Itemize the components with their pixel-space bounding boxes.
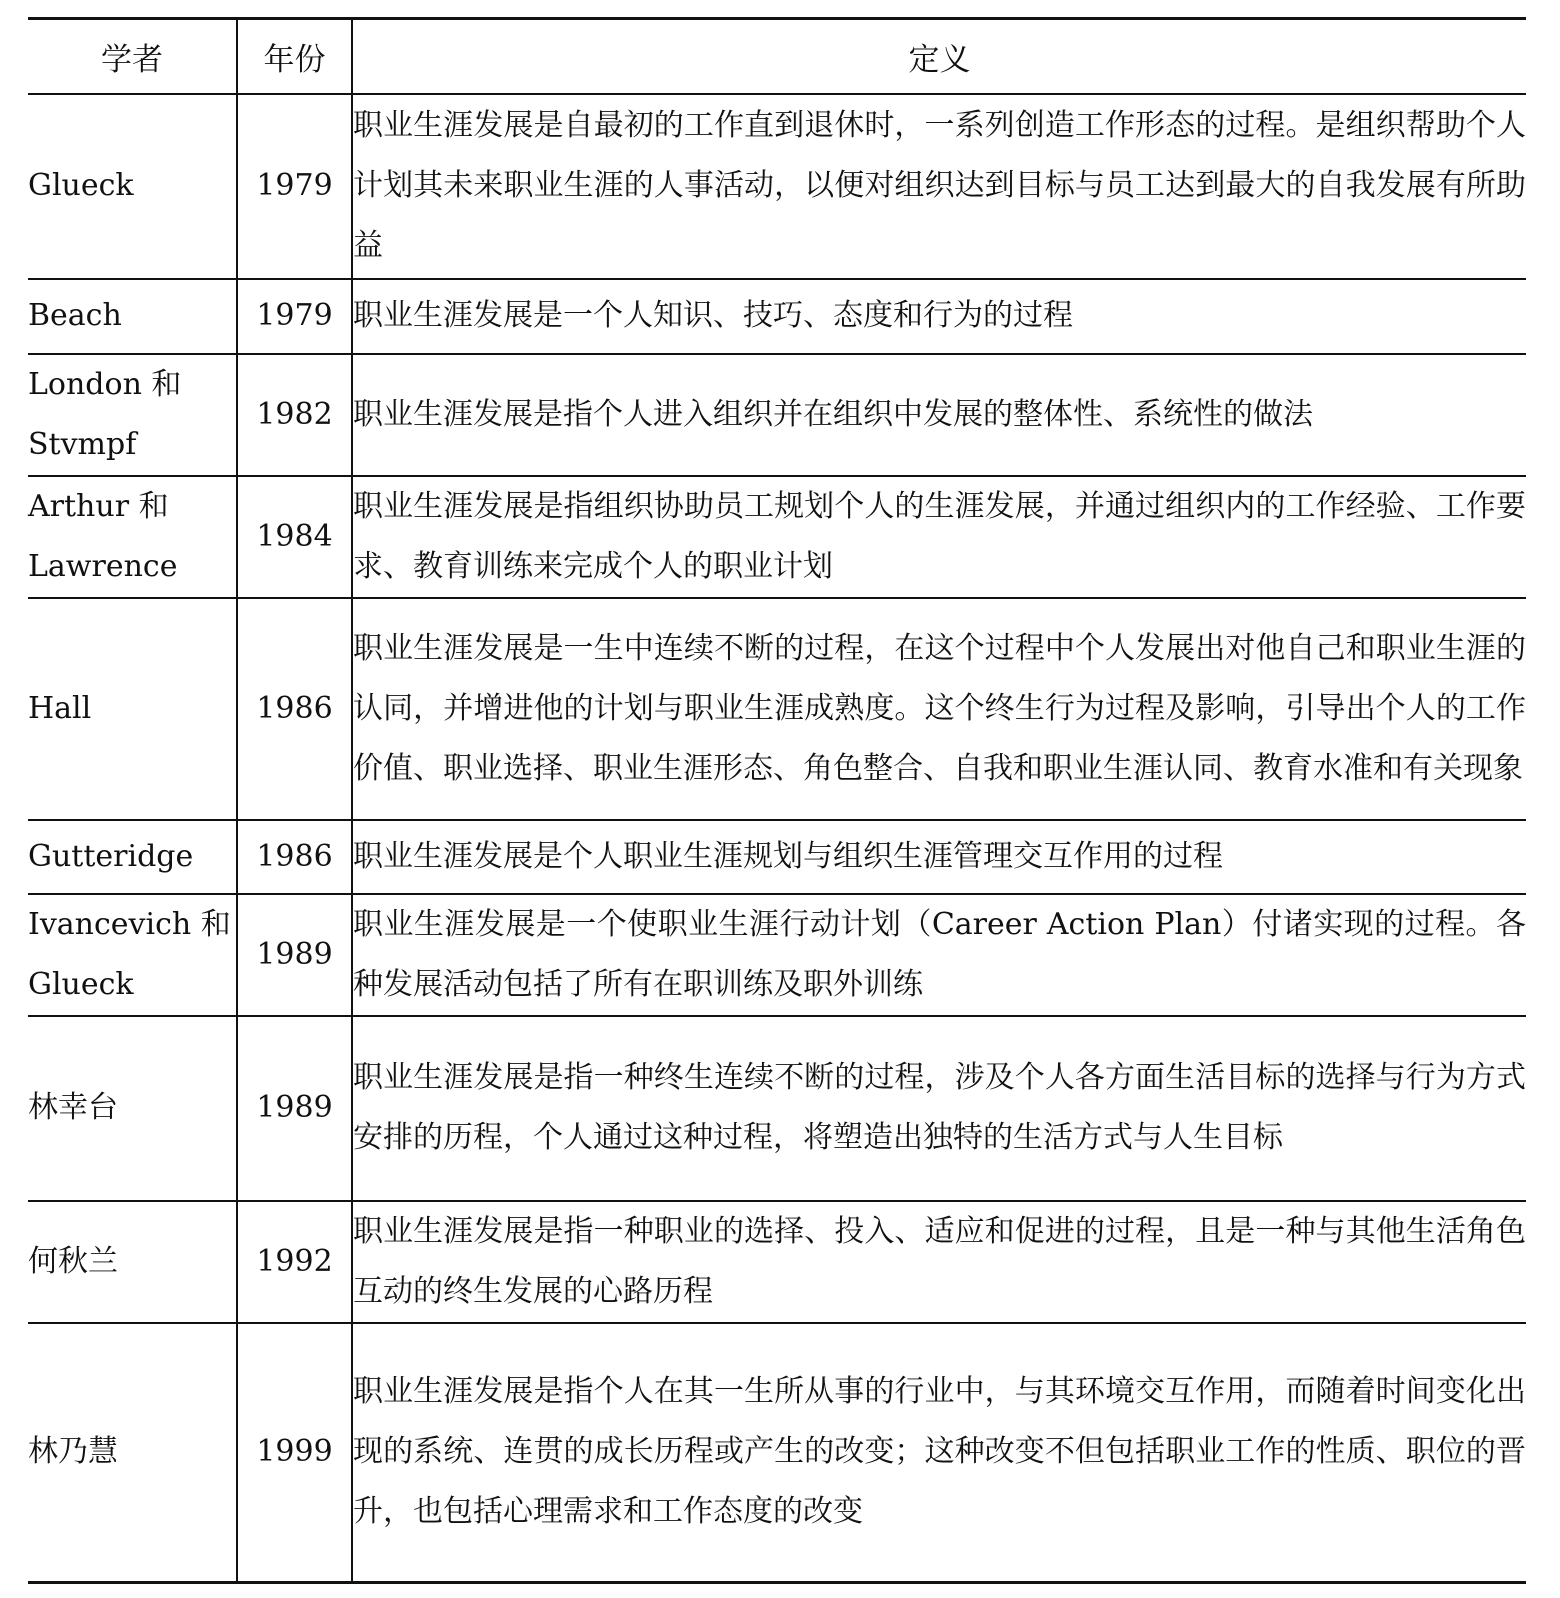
table-row: [28, 1323, 1526, 1583]
definition-cell: [352, 279, 1526, 354]
scholar-cell: Ivancevich 和 Glueck: [28, 894, 237, 1016]
definition-cell: [352, 598, 1526, 820]
scholar-cell: 林乃慧: [28, 1323, 237, 1583]
table-row: [28, 820, 1526, 894]
definition-cell: [352, 894, 1526, 1016]
definition-text: 职业生涯发展是指一种职业的选择、投入、适应和促进的过程，且是一种与其他生活角色互动的终生发展的心路历程: [353, 1213, 1526, 1309]
scholar-cell: Gutteridge: [28, 820, 237, 894]
year-cell: 1992: [237, 1201, 352, 1323]
scholar-cell: Glueck: [28, 94, 237, 279]
scholar-cell: London 和 Stvmpf: [28, 354, 237, 476]
year-cell: 1999: [237, 1323, 352, 1583]
table-row: [28, 354, 1526, 476]
definition-text: 职业生涯发展是一个人知识、技巧、态度和行为的过程: [353, 298, 1073, 333]
year-cell: 1986: [237, 598, 352, 820]
table-row: [28, 476, 1526, 598]
definition-text: 职业生涯发展是自最初的工作直到退休时，一系列创造工作形态的过程。是组织帮助个人计划其未来职业生涯的人事活动，以便对组织达到目标与员工达到最大的自我发展有所助益: [353, 108, 1526, 263]
definition-cell: [352, 476, 1526, 598]
definition-cell: [352, 1201, 1526, 1323]
definition-cell: [352, 94, 1526, 279]
header-scholar: 学者: [28, 19, 237, 94]
table-row: [28, 894, 1526, 1016]
scholar-cell: 林幸台: [28, 1016, 237, 1201]
definition-text: 职业生涯发展是指个人进入组织并在组织中发展的整体性、系统性的做法: [353, 396, 1313, 432]
table-row: [28, 598, 1526, 820]
year-cell: 1984: [237, 476, 352, 598]
definition-text: 职业生涯发展是一生中连续不断的过程，在这个过程中个人发展出对他自己和职业生涯的认同，并增进他的计划与职业生涯成熟度。这个终生行为过程及影响，引导出个人的工作价值、职业选择、职业生涯形态、角色整合、自我和职业生涯认同、教育水准和有关现象: [353, 630, 1526, 786]
definition-text: 职业生涯发展是指一种终生连续不断的过程，涉及个人各方面生活目标的选择与行为方式安排的历程，个人通过这种过程，将塑造出独特的生活方式与人生目标: [353, 1060, 1526, 1155]
definition-text: 职业生涯发展是一个使职业生涯行动计划（Career Action Plan）付诸实现的过程。各种发展活动包括了所有在职训练及职外训练: [353, 906, 1526, 1002]
header-definition: 定义: [352, 19, 1526, 94]
year-cell: 1989: [237, 1016, 352, 1201]
scholar-cell: Arthur 和 Lawrence: [28, 476, 237, 598]
year-cell: 1982: [237, 354, 352, 476]
year-cell: 1986: [237, 820, 352, 894]
definition-cell: [352, 354, 1526, 476]
definition-text: 职业生涯发展是指组织协助员工规划个人的生涯发展，并通过组织内的工作经验、工作要求、教育训练来完成个人的职业计划: [353, 488, 1526, 584]
table-header-row: [28, 19, 1526, 94]
career-development-definitions-table: [28, 17, 1526, 1584]
scholar-cell: Beach: [28, 279, 237, 354]
year-cell: 1979: [237, 94, 352, 279]
definition-cell: [352, 820, 1526, 894]
definition-cell: [352, 1323, 1526, 1583]
year-cell: 1989: [237, 894, 352, 1016]
table-row: [28, 94, 1526, 279]
definition-cell: [352, 1016, 1526, 1201]
table-row: [28, 1016, 1526, 1201]
year-cell: 1979: [237, 279, 352, 354]
definition-text: 职业生涯发展是个人职业生涯规划与组织生涯管理交互作用的过程: [353, 838, 1223, 874]
scholar-cell: 何秋兰: [28, 1201, 237, 1323]
table-row: [28, 1201, 1526, 1323]
header-year: 年份: [237, 19, 352, 94]
table-row: [28, 279, 1526, 354]
scholar-cell: Hall: [28, 598, 237, 820]
definition-text: 职业生涯发展是指个人在其一生所从事的行业中，与其环境交互作用，而随着时间变化出现的系统、连贯的成长历程或产生的改变；这种改变不但包括职业工作的性质、职位的晋升，也包括心理需求和工作态度的改变: [353, 1374, 1526, 1530]
